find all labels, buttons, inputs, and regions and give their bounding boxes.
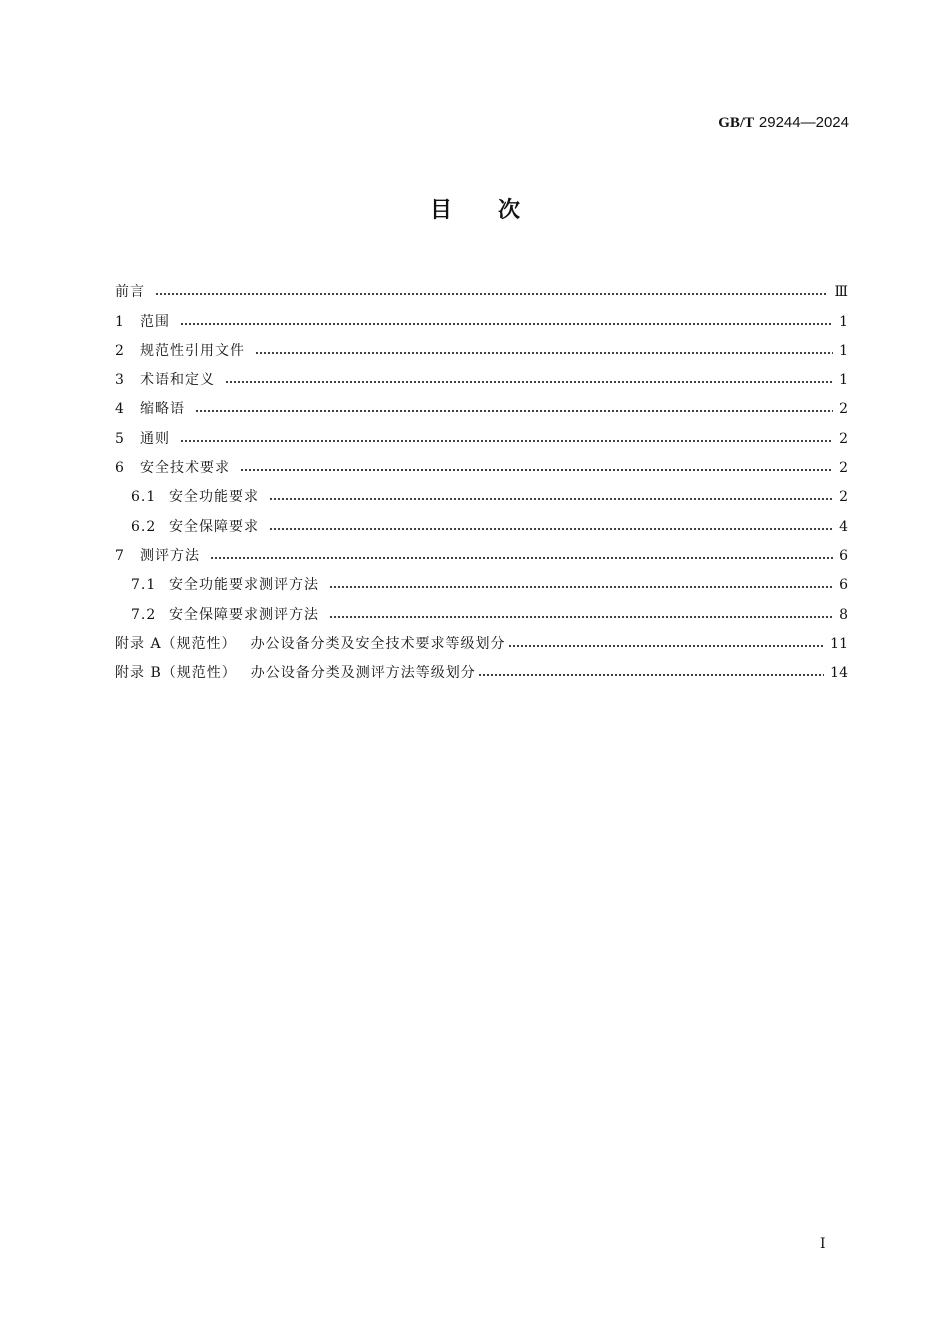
toc-entry-page: 1 [839, 313, 848, 330]
dot-leader [180, 321, 833, 327]
dot-leader [195, 408, 833, 414]
page-title: 目次 [429, 198, 566, 223]
toc-entry-title: 术语和定义 [140, 372, 215, 389]
toc-entry[interactable] [115, 273, 848, 302]
toc-entry[interactable] [115, 566, 848, 595]
standard-code: 29244—2024 [758, 114, 849, 131]
toc-entry-number: 3 [115, 372, 125, 389]
toc-entry[interactable] [115, 302, 848, 331]
toc-entry-number: 7.1 [131, 577, 157, 594]
toc-entry-number: 附录 A（规范性） [115, 635, 237, 652]
toc-entry-title: 通则 [140, 430, 170, 447]
toc-entry-title: 测评方法 [140, 547, 200, 564]
toc-entry[interactable] [115, 332, 848, 361]
toc-entry-title: 安全功能要求测评方法 [169, 577, 319, 594]
dot-leader [478, 672, 824, 678]
toc-entry-title: 安全保障要求测评方法 [169, 606, 319, 623]
toc-entry[interactable] [115, 478, 848, 507]
toc-entry-number: 6 [115, 460, 125, 477]
toc-entry[interactable] [115, 595, 848, 624]
toc-entry-page: 14 [830, 665, 848, 682]
toc-entry-title: 安全保障要求 [169, 518, 259, 535]
toc-entry[interactable] [115, 537, 848, 566]
toc-entry-page: 11 [830, 635, 848, 652]
toc-entry-title: 范围 [140, 313, 170, 330]
toc-entry-page: 2 [839, 489, 848, 506]
dot-leader [269, 526, 833, 532]
dot-leader [269, 496, 833, 502]
toc-entry[interactable] [115, 654, 848, 683]
standard-prefix: GB/T [718, 115, 755, 131]
dot-leader [255, 350, 833, 356]
dot-leader [329, 584, 833, 590]
toc-entry[interactable] [115, 361, 848, 390]
toc-entry[interactable] [115, 449, 848, 478]
dot-leader [329, 614, 833, 620]
toc-entry-page: 2 [839, 401, 848, 418]
toc-entry-page: 6 [839, 577, 848, 594]
dot-leader [225, 379, 833, 385]
toc-entry-number: 1 [115, 313, 125, 330]
toc-entry-number: 7 [115, 547, 125, 564]
toc-entry-title: 缩略语 [140, 401, 185, 418]
toc-entry-number: 4 [115, 401, 125, 418]
toc-entry-number: 6.2 [131, 518, 157, 535]
toc-entry-title: 安全功能要求 [169, 489, 259, 506]
page-number: I [820, 1236, 826, 1252]
toc-entry-title: 办公设备分类及安全技术要求等级划分 [250, 635, 506, 652]
toc-entry-page: 2 [839, 430, 848, 447]
toc-entry-page: 2 [839, 460, 848, 477]
toc-entry-title: 前言 [115, 284, 145, 301]
toc-entry-number: 7.2 [131, 606, 157, 623]
toc-entry-title: 办公设备分类及测评方法等级划分 [250, 665, 476, 682]
toc-entry[interactable] [115, 390, 848, 419]
toc-entry-page: Ⅲ [834, 284, 848, 301]
toc-entry[interactable] [115, 419, 848, 448]
toc-entry-title: 安全技术要求 [140, 460, 230, 477]
table-of-contents [115, 273, 848, 683]
toc-entry-title: 规范性引用文件 [140, 342, 245, 359]
toc-entry[interactable] [115, 507, 848, 536]
dot-leader [240, 467, 833, 473]
toc-entry-page: 8 [839, 606, 848, 623]
toc-entry[interactable] [115, 625, 848, 654]
standard-number [718, 113, 849, 132]
toc-entry-number: 2 [115, 342, 125, 359]
toc-entry-number: 附录 B（规范性） [115, 665, 237, 682]
dot-leader [508, 643, 825, 649]
toc-entry-page: 1 [839, 372, 848, 389]
toc-entry-page: 1 [839, 342, 848, 359]
toc-entry-number: 6.1 [131, 489, 157, 506]
toc-entry-number: 5 [115, 430, 125, 447]
toc-entry-page: 6 [839, 547, 848, 564]
dot-leader [210, 555, 833, 561]
toc-entry-page: 4 [839, 518, 848, 535]
dot-leader [180, 438, 833, 444]
dot-leader [155, 291, 828, 297]
